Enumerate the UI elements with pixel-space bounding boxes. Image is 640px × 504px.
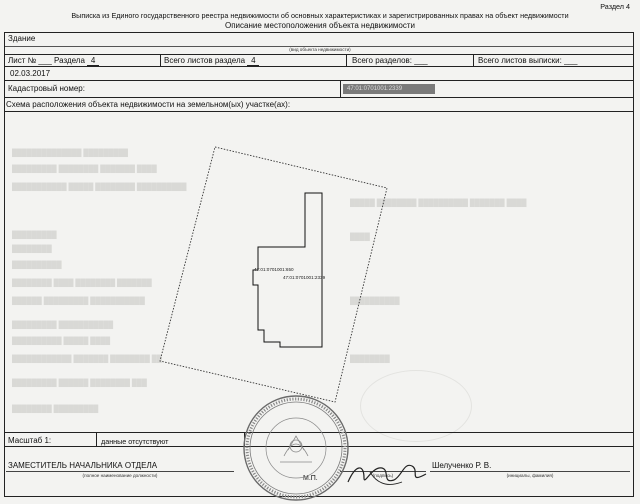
sheet-label: Лист № <box>8 56 37 65</box>
total-sheets-value: 4 <box>247 57 259 66</box>
total-sections-label: Всего разделов: <box>352 56 413 65</box>
signer-name: Шелученко Р. В. <box>432 461 492 470</box>
position-caption: (полное наименование должности) <box>82 473 158 478</box>
total-extract-label: Всего листов выписки: <box>478 56 562 65</box>
total-extract-value: ___ <box>564 56 578 65</box>
date: 02.03.2017 <box>10 69 51 78</box>
total-sheets-label: Всего листов раздела <box>164 56 246 65</box>
scale-value: данные отсутствуют <box>101 437 169 446</box>
seal-place-label: М.П. <box>303 475 318 482</box>
object-type-caption: (вид объекта недвижимости) <box>289 47 351 52</box>
land-parcel-boundary <box>160 147 387 402</box>
section-tag: Раздел 4 <box>600 2 630 11</box>
handwritten-signature <box>342 452 432 496</box>
signature-caption: (подпись) <box>372 473 394 478</box>
section-value: 4 <box>87 57 99 66</box>
document-title: Выписка из Единого государственного реестра недвижимости об основных характеристиках и зарегистрированных правах на объект недвижимости <box>71 11 569 20</box>
name-caption: (инициалы, фамилия) <box>506 473 554 478</box>
cadastral-value: 47:01:0701001:2339 <box>347 86 403 92</box>
official-stamp <box>236 390 356 502</box>
section-label: Раздела <box>54 56 85 65</box>
scale-label: Масштаб 1: <box>8 436 52 445</box>
scheme-title: Схема расположения объекта недвижимости на земельном(ых) участке(ах): <box>6 100 291 109</box>
signer-position: ЗАМЕСТИТЕЛЬ НАЧАЛЬНИКА ОТДЕЛА <box>8 461 158 470</box>
total-sections-value: ___ <box>414 56 428 65</box>
building-label: 47:01:0701001:2339 <box>283 275 326 280</box>
sheet-value: ___ <box>38 56 52 65</box>
parcel-label: 47:01:0701001:650 <box>254 267 294 272</box>
cadastral-label: Кадастровый номер: <box>8 84 85 93</box>
object-type: Здание <box>8 34 36 43</box>
document-subtitle: Описание местоположения объекта недвижимости <box>225 21 415 30</box>
